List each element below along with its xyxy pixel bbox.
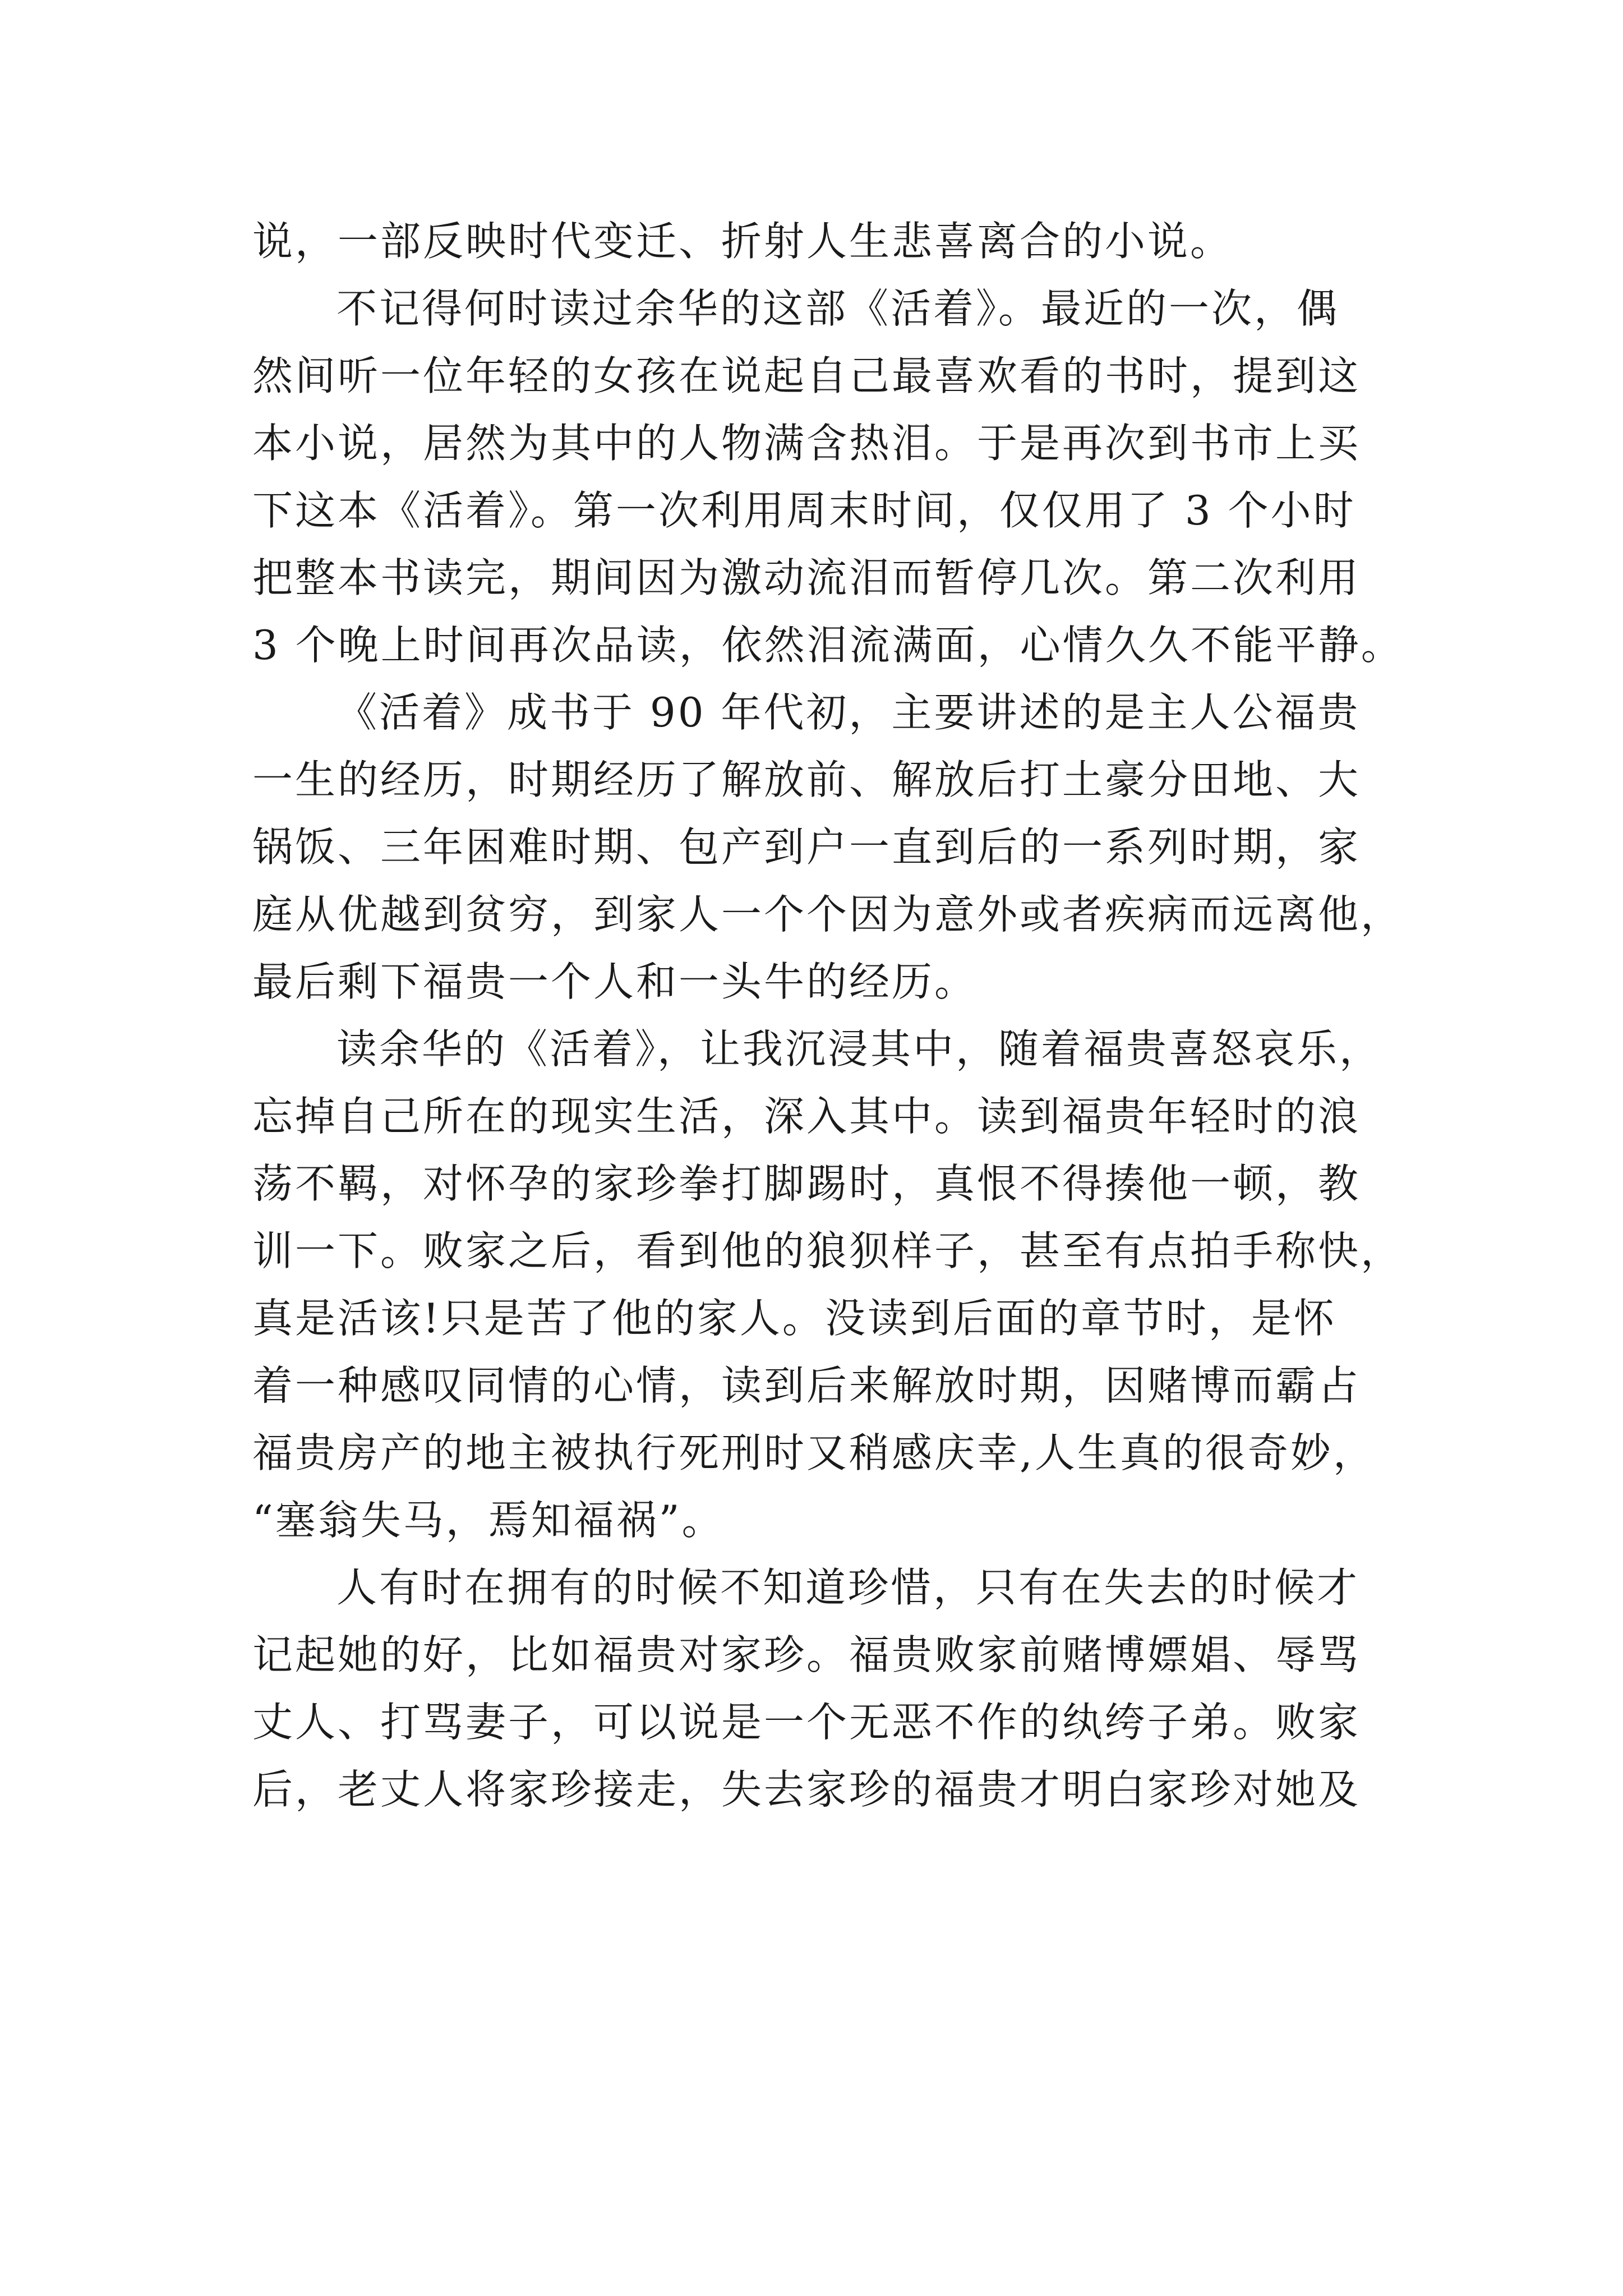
paragraph	[252, 1015, 1402, 1554]
text-line: 庭从优越到贫穷，到家人一个个因为意外或者疾病而远离他，	[252, 891, 1404, 938]
text-line: 训一下。败家之后，看到他的狼狈样子，甚至有点拍手称快，	[252, 1227, 1404, 1274]
text-line: 后，老丈人将家珍接走，失去家珍的福贵才明白家珍对她及	[252, 1766, 1361, 1813]
body-text	[252, 208, 1402, 1823]
paragraph	[252, 679, 1402, 1015]
text-line: 最后剩下福贵一个人和一头牛的经历。	[252, 958, 978, 1005]
text-line: 丈人、打骂妻子，可以说是一个无恶不作的纨绔子弟。败家	[252, 1699, 1361, 1746]
text-line: 忘掉自己所在的现实生活，深入其中。读到福贵年轻时的浪	[252, 1093, 1361, 1140]
text-line: 把整本书读完，期间因为激动流泪而暂停几次。第二次利用	[252, 554, 1361, 601]
text-line: 记起她的好，比如福贵对家珍。福贵败家前赌博嫖娼、辱骂	[252, 1631, 1361, 1678]
paragraph	[252, 1554, 1402, 1823]
text-line: 本小说，居然为其中的人物满含热泪。于是再次到书市上买	[252, 420, 1361, 467]
text-line: “塞翁失马，焉知福祸”。	[252, 1497, 725, 1544]
text-line: 福贵房产的地主被执行死刑时又稍感庆幸,人生真的很奇妙，	[252, 1429, 1376, 1476]
paragraph	[252, 275, 1402, 679]
text-line: 下这本《活着》。第一次利用周末时间，仅仅用了 3 个小时	[252, 487, 1356, 534]
text-line: 说，一部反映时代变迁、折射人生悲喜离合的小说。	[252, 218, 1233, 265]
paragraph	[252, 208, 1402, 275]
text-line: 锅饭、三年困难时期、包产到户一直到后的一系列时期，家	[252, 823, 1361, 871]
text-line: 真是活该!只是苦了他的家人。没读到后面的章节时，是怀	[252, 1295, 1336, 1342]
text-line: 着一种感叹同情的心情，读到后来解放时期，因赌博而霸占	[252, 1362, 1361, 1409]
text-line: 荡不羁，对怀孕的家珍拳打脚踢时，真恨不得揍他一顿，教	[252, 1160, 1361, 1207]
text-line: 然间听一位年轻的女孩在说起自己最喜欢看的书时，提到这	[252, 352, 1361, 399]
text-line: 不记得何时读过余华的这部《活着》。最近的一次，偶	[336, 285, 1340, 332]
text-line: 3 个晚上时间再次品读，依然泪流满面，心情久久不能平静。	[252, 622, 1404, 669]
text-line: 读余华的《活着》，让我沉浸其中，随着福贵喜怒哀乐，	[336, 1025, 1382, 1073]
text-line: 一生的经历，时期经历了解放前、解放后打土豪分田地、大	[252, 756, 1361, 803]
text-line: 《活着》成书于 90 年代初，主要讲述的是主人公福贵	[336, 689, 1361, 736]
text-line: 人有时在拥有的时候不知道珍惜，只有在失去的时候才	[336, 1564, 1360, 1611]
